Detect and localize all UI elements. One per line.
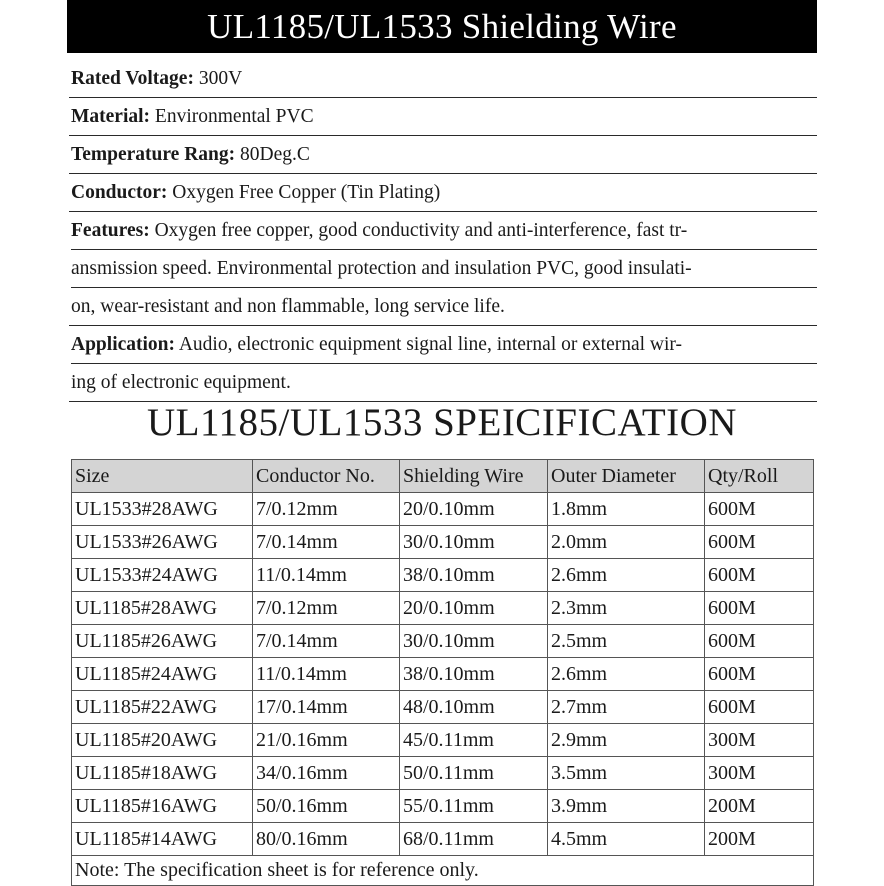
specification-table (71, 459, 814, 886)
header-outer-diameter: Outer Diameter (548, 460, 705, 493)
table-row (72, 493, 814, 526)
outer-diameter-cell: 2.7mm (548, 691, 705, 724)
page-title: UL1185/UL1533 Shielding Wire (67, 0, 817, 53)
table-row (72, 526, 814, 559)
outer-diameter-cell: 2.6mm (548, 559, 705, 592)
rated-voltage-label: Rated Voltage: (71, 68, 194, 89)
outer-diameter-cell: 3.9mm (548, 790, 705, 823)
material-row (69, 98, 817, 136)
outer-diameter-cell: 2.3mm (548, 592, 705, 625)
shielding-wire-cell: 38/0.10mm (400, 559, 548, 592)
shielding-wire-cell: 20/0.10mm (400, 592, 548, 625)
material-value: Environmental PVC (150, 106, 314, 127)
temperature-value: 80Deg.C (235, 144, 310, 165)
conductor-label: Conductor: (71, 182, 168, 203)
conductor-no-cell: 7/0.12mm (253, 493, 400, 526)
header-shielding-wire: Shielding Wire (400, 460, 548, 493)
table-row (72, 823, 814, 856)
conductor-no-cell: 50/0.16mm (253, 790, 400, 823)
size-cell: UL1185#16AWG (72, 790, 253, 823)
rated-voltage-value: 300V (193, 68, 243, 89)
qty-roll-cell: 600M (705, 592, 814, 625)
application-row (69, 326, 817, 402)
header-qty-roll: Qty/Roll (705, 460, 814, 493)
conductor-no-cell: 80/0.16mm (253, 823, 400, 856)
table-note: Note: The specification sheet is for reference only. (72, 856, 814, 886)
conductor-no-cell: 7/0.12mm (253, 592, 400, 625)
shielding-wire-cell: 68/0.11mm (400, 823, 548, 856)
qty-roll-cell: 600M (705, 526, 814, 559)
conductor-no-cell: 34/0.16mm (253, 757, 400, 790)
qty-roll-cell: 600M (705, 691, 814, 724)
features-row (69, 212, 817, 326)
table-row (72, 724, 814, 757)
table-row (72, 757, 814, 790)
application-text-1: Audio, electronic equipment signal line, internal or external wir- (175, 334, 683, 355)
temperature-row (69, 136, 817, 174)
qty-roll-cell: 200M (705, 823, 814, 856)
qty-roll-cell: 300M (705, 724, 814, 757)
shielding-wire-cell: 55/0.11mm (400, 790, 548, 823)
size-cell: UL1185#28AWG (72, 592, 253, 625)
header-size: Size (72, 460, 253, 493)
table-row (72, 592, 814, 625)
table-row (72, 790, 814, 823)
qty-roll-cell: 300M (705, 757, 814, 790)
shielding-wire-cell: 48/0.10mm (400, 691, 548, 724)
conductor-no-cell: 17/0.14mm (253, 691, 400, 724)
outer-diameter-cell: 2.6mm (548, 658, 705, 691)
size-cell: UL1533#26AWG (72, 526, 253, 559)
conductor-value: Oxygen Free Copper (Tin Plating) (167, 182, 441, 203)
size-cell: UL1533#24AWG (72, 559, 253, 592)
outer-diameter-cell: 2.5mm (548, 625, 705, 658)
size-cell: UL1185#24AWG (72, 658, 253, 691)
qty-roll-cell: 200M (705, 790, 814, 823)
outer-diameter-cell: 4.5mm (548, 823, 705, 856)
application-label: Application: (71, 334, 176, 355)
application-line-1 (71, 326, 817, 364)
temperature-label: Temperature Rang: (71, 144, 236, 165)
qty-roll-cell: 600M (705, 559, 814, 592)
conductor-no-cell: 21/0.16mm (253, 724, 400, 757)
conductor-no-cell: 11/0.14mm (253, 559, 400, 592)
size-cell: UL1185#14AWG (72, 823, 253, 856)
specification-title: UL1185/UL1533 SPEICIFICATION (147, 400, 737, 444)
size-cell: UL1185#20AWG (72, 724, 253, 757)
size-cell: UL1533#28AWG (72, 493, 253, 526)
rated-voltage-row (69, 60, 817, 98)
size-cell: UL1185#22AWG (72, 691, 253, 724)
table-row (72, 625, 814, 658)
shielding-wire-cell: 30/0.10mm (400, 526, 548, 559)
outer-diameter-cell: 3.5mm (548, 757, 705, 790)
conductor-row (69, 174, 817, 212)
shielding-wire-cell: 30/0.10mm (400, 625, 548, 658)
conductor-no-cell: 7/0.14mm (253, 625, 400, 658)
qty-roll-cell: 600M (705, 625, 814, 658)
qty-roll-cell: 600M (705, 493, 814, 526)
material-label: Material: (71, 106, 151, 127)
table-body (72, 493, 814, 856)
header-conductor-no: Conductor No. (253, 460, 400, 493)
size-cell: UL1185#18AWG (72, 757, 253, 790)
shielding-wire-cell: 20/0.10mm (400, 493, 548, 526)
conductor-no-cell: 7/0.14mm (253, 526, 400, 559)
features-line-1 (71, 212, 817, 250)
features-text-1: Oxygen free copper, good conductivity and anti-interference, fast tr- (149, 220, 688, 241)
shielding-wire-cell: 45/0.11mm (400, 724, 548, 757)
features-line-3: on, wear-resistant and non flammable, long service life. (71, 296, 505, 317)
outer-diameter-cell: 2.9mm (548, 724, 705, 757)
properties-list (69, 60, 817, 402)
table-note-row (72, 856, 814, 886)
table-row (72, 559, 814, 592)
size-cell: UL1185#26AWG (72, 625, 253, 658)
table-header-row (72, 460, 814, 493)
outer-diameter-cell: 1.8mm (548, 493, 705, 526)
table-row (72, 691, 814, 724)
conductor-no-cell: 11/0.14mm (253, 658, 400, 691)
shielding-wire-cell: 50/0.11mm (400, 757, 548, 790)
features-label: Features: (71, 220, 150, 241)
qty-roll-cell: 600M (705, 658, 814, 691)
shielding-wire-cell: 38/0.10mm (400, 658, 548, 691)
features-line-2: ansmission speed. Environmental protection and insulation PVC, good insulati- (71, 250, 817, 288)
table-row (72, 658, 814, 691)
application-line-2: ing of electronic equipment. (71, 372, 291, 393)
outer-diameter-cell: 2.0mm (548, 526, 705, 559)
